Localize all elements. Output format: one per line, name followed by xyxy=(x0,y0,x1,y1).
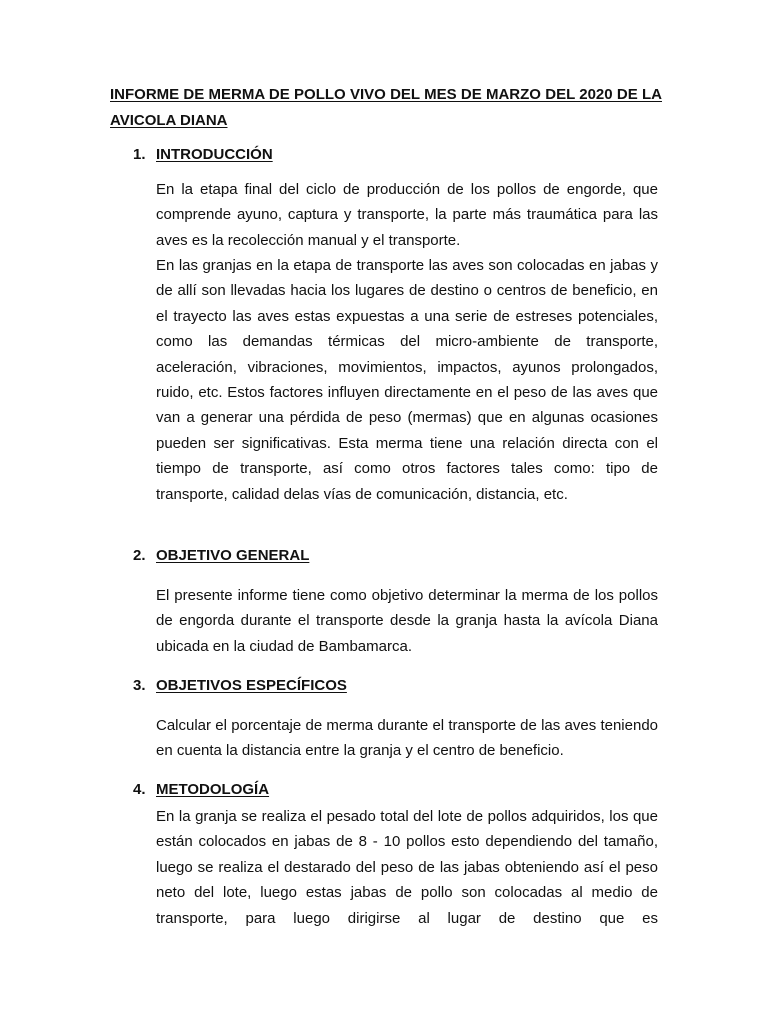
section-title: OBJETIVOS ESPECÍFICOS xyxy=(156,677,347,694)
paragraph-introduccion-1: En la etapa final del ciclo de producción de los pollos de engorde, que comprende ayuno, captura y transporte, la parte más traumática para las aves es la recolección manual y el transporte. xyxy=(156,181,658,249)
paragraph-objetivos-especificos: Calcular el porcentaje de merma durante el transporte de las aves teniendo en cuenta la distancia entre la granja y el centro de beneficio. xyxy=(156,717,658,760)
paragraph-introduccion-2: En las granjas en la etapa de transporte las aves son colocadas en jabas y de allí son llevadas hacia los lugares de destino o centros de beneficio, en el trayecto las aves estas expuestas a una serie de estreses potenciales, como las demandas térmicas del micro-ambiente de transporte, aceleración, vibraciones, movimientos, impactos, ayunos prolongados, ruido, etc. Estos factores influyen directamente en el peso de las aves que van a generar una pérdida de peso (mermas) que en algunas ocasiones pueden ser significativas. Esta merma tiene una relación directa con el tiempo de transporte, así como otros factores tales como: tipo de transporte, calidad delas vías de comunicación, distancia, etc. xyxy=(156,257,658,503)
paragraph-objetivo-general: El presente informe tiene como objetivo determinar la merma de los pollos de engorda durante el transporte desde la granja hasta la avícola Diana ubicada en la ciudad de Bambamarca. xyxy=(156,587,658,655)
section-number: 3. xyxy=(133,677,146,694)
paragraph-metodologia: En la granja se realiza el pesado total del lote de pollos adquiridos, los que están colocados en jabas de 8 - 10 pollos esto dependiendo del tamaño, luego se realiza el destarado del peso de las jabas obteniendo así el peso neto del lote, luego estas jabas de pollo son colocadas al medio de transporte, para luego dirigirse al lugar de destino que es xyxy=(156,808,658,927)
section-heading-objetivos-especificos xyxy=(133,674,347,698)
section-number: 2. xyxy=(133,547,146,564)
document-title: INFORME DE MERMA DE POLLO VIVO DEL MES DE MARZO DEL 2020 DE LA AVICOLA DIANA xyxy=(110,86,662,129)
section-heading-introduccion xyxy=(133,143,273,167)
section-heading-objetivo-general xyxy=(133,544,309,568)
section-number: 1. xyxy=(133,146,146,163)
section-title: METODOLOGÍA xyxy=(156,781,270,798)
section-title: OBJETIVO GENERAL xyxy=(156,547,310,564)
section-title: INTRODUCCIÓN xyxy=(156,146,273,163)
section-heading-metodologia xyxy=(133,778,269,802)
section-number: 4. xyxy=(133,781,146,798)
